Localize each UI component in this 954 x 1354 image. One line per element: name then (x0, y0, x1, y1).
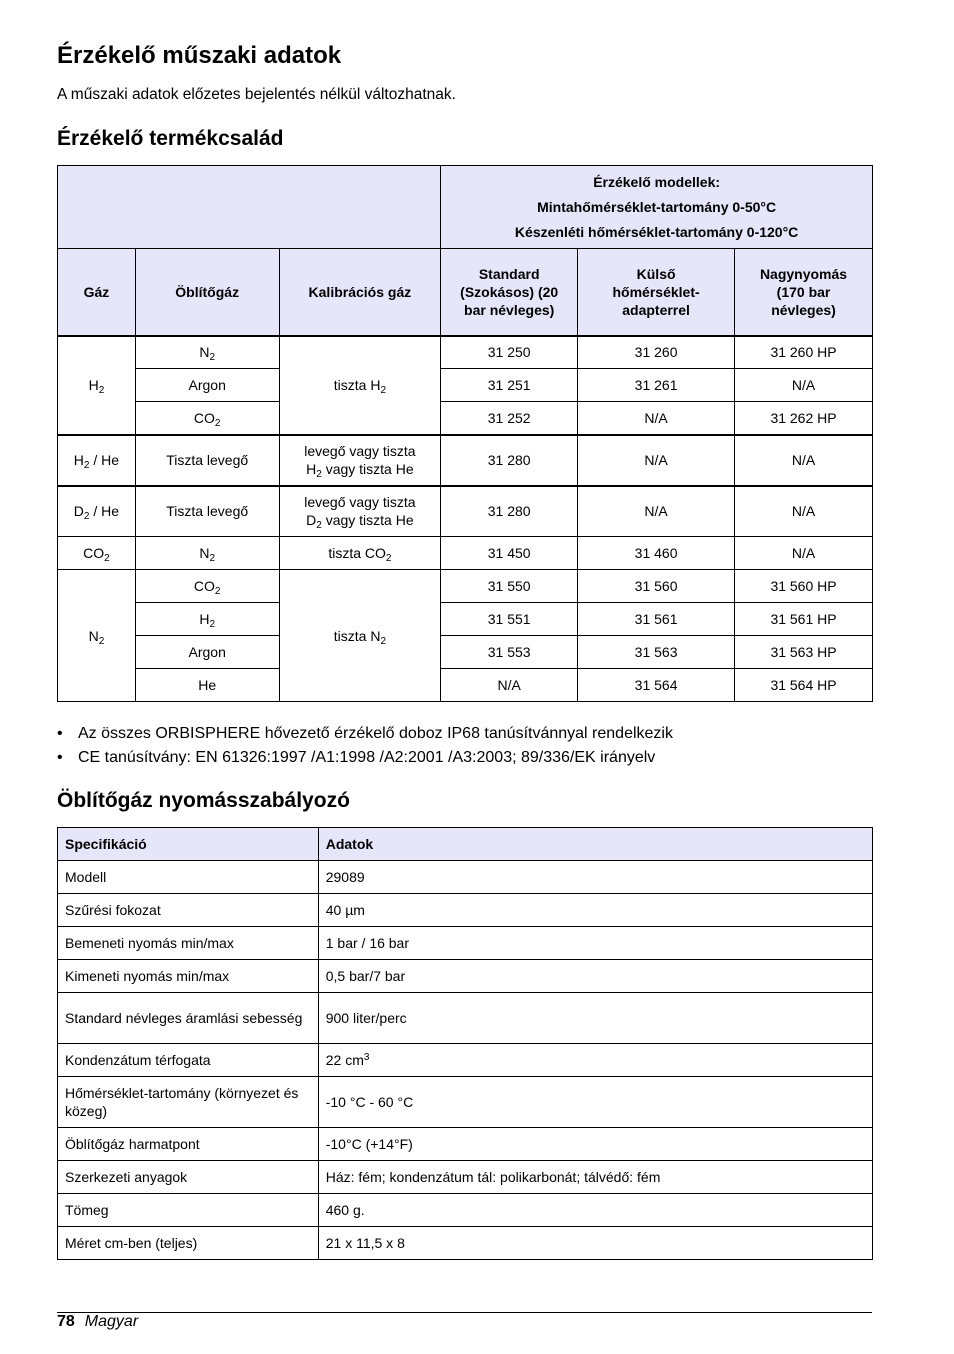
purge-cell: $H_2$ (135, 603, 279, 636)
spec-cell: Modell (58, 861, 319, 894)
spec-cell: Öblítőgáz harmatpont (58, 1128, 319, 1161)
standard-cell: 31 550 (441, 570, 578, 603)
gas-cell: $D_2$ / He (58, 486, 136, 537)
spec-cell: Kimeneti nyomás min/max (58, 960, 319, 993)
external-cell: 31 561 (578, 603, 735, 636)
page-footer (57, 1313, 138, 1331)
page-title: Érzékelő műszaki adatok (57, 42, 342, 69)
external-cell: 31 564 (578, 669, 735, 702)
table-row (58, 960, 873, 993)
footer-language: Magyar (84, 1313, 139, 1330)
data-cell: 900 liter/perc (318, 993, 872, 1044)
data-cell: 40 µm (318, 894, 872, 927)
high-pressure-cell: N/A (735, 369, 873, 402)
standard-cell: 31 450 (441, 537, 578, 570)
data-cell: 1 bar / 16 bar (318, 927, 872, 960)
data-cell: -10°C (+14°F) (318, 1128, 872, 1161)
table-row (58, 1194, 873, 1227)
high-pressure-cell: 31 561 HP (735, 603, 873, 636)
models-header (441, 166, 873, 249)
purge-cell: Tiszta levegő (135, 486, 279, 537)
table-row (58, 603, 873, 636)
section-title-regulator: Öblítőgáz nyomásszabályozó (57, 789, 350, 812)
high-pressure-cell: 31 260 HP (735, 336, 873, 369)
standard-cell: 31 280 (441, 435, 578, 486)
external-cell: N/A (578, 486, 735, 537)
calibration-cell: levegő vagy tiszta $D_2$ vagy tiszta He (279, 486, 441, 537)
high-pressure-cell: N/A (735, 537, 873, 570)
intro-text: A műszaki adatok előzetes bejelentés nélkül változhatnak. (57, 86, 456, 103)
data-cell: 21 x 11,5 x 8 (318, 1227, 872, 1260)
purge-cell: $N_2$ (135, 336, 279, 369)
purge-cell: $CO_2$ (135, 570, 279, 603)
table-row (58, 486, 873, 537)
col-header-spec: Specifikáció (58, 828, 319, 861)
high-pressure-cell: 31 564 HP (735, 669, 873, 702)
spec-cell: Méret cm-ben (teljes) (58, 1227, 319, 1260)
sensor-family-table (57, 165, 873, 702)
external-cell: 31 460 (578, 537, 735, 570)
purge-cell: $N_2$ (135, 537, 279, 570)
table-row (58, 636, 873, 669)
col-header-external: Külső hőmérséklet-adapterrel (578, 249, 735, 336)
page-number: 78 (57, 1313, 75, 1330)
external-cell: N/A (578, 402, 735, 435)
table-row (58, 861, 873, 894)
footer-divider (57, 1312, 872, 1313)
table-row (58, 1077, 873, 1128)
table-row (58, 927, 873, 960)
calibration-cell: tiszta $H_2$ (279, 336, 441, 435)
external-cell: 31 560 (578, 570, 735, 603)
bullet-item: • CE tanúsítvány: EN 61326:1997 /A1:1998 /A2:2001 /A3:2003; 89/336/EK irányelv (57, 746, 673, 770)
table-row (58, 894, 873, 927)
gas-cell: $H_2$ (58, 336, 136, 435)
spec-cell: Bemeneti nyomás min/max (58, 927, 319, 960)
table-row (58, 369, 873, 402)
high-pressure-cell: N/A (735, 486, 873, 537)
col-header-purge: Öblítőgáz (135, 249, 279, 336)
data-cell: 29089 (318, 861, 872, 894)
high-pressure-cell: 31 560 HP (735, 570, 873, 603)
data-cell: 460 g. (318, 1194, 872, 1227)
data-cell: 22 $cm^3$ (318, 1044, 872, 1077)
calibration-cell: tiszta $CO_2$ (279, 537, 441, 570)
bullet-list (57, 722, 673, 770)
models-header-line: Készenléti hőmérséklet-tartomány 0-120°C (514, 223, 799, 240)
table-row (58, 570, 873, 603)
col-header-standard: Standard (Szokásos) (20 bar névleges) (441, 249, 578, 336)
spec-cell: Tömeg (58, 1194, 319, 1227)
purge-cell: Tiszta levegő (135, 435, 279, 486)
spec-cell: Kondenzátum térfogata (58, 1044, 319, 1077)
data-cell: -10 °C - 60 °C (318, 1077, 872, 1128)
col-header-gas: Gáz (58, 249, 136, 336)
table-row (58, 1044, 873, 1077)
table-row (58, 537, 873, 570)
models-header-line: Mintahőmérséklet-tartomány 0-50°C (537, 198, 777, 215)
table-row (58, 435, 873, 486)
high-pressure-cell: 31 262 HP (735, 402, 873, 435)
spec-cell: Hőmérséklet-tartomány (környezet és közeg) (58, 1077, 319, 1128)
external-cell: 31 260 (578, 336, 735, 369)
col-header-calibration: Kalibrációs gáz (279, 249, 441, 336)
section-title-sensor-family: Érzékelő termékcsalád (57, 127, 284, 150)
col-header-high-pressure: Nagynyomás (170 bar névleges) (735, 249, 873, 336)
data-cell: 0,5 bar/7 bar (318, 960, 872, 993)
standard-cell: 31 280 (441, 486, 578, 537)
standard-cell: 31 553 (441, 636, 578, 669)
standard-cell: 31 251 (441, 369, 578, 402)
calibration-cell: levegő vagy tiszta $H_2$ vagy tiszta He (279, 435, 441, 486)
col-header-data: Adatok (318, 828, 872, 861)
external-cell: N/A (578, 435, 735, 486)
purge-cell: He (135, 669, 279, 702)
high-pressure-cell: 31 563 HP (735, 636, 873, 669)
standard-cell: 31 551 (441, 603, 578, 636)
table-row (58, 993, 873, 1044)
gas-cell: $CO_2$ (58, 537, 136, 570)
external-cell: 31 261 (578, 369, 735, 402)
header-empty-cell (58, 166, 441, 249)
table-row (58, 402, 873, 435)
table-row (58, 336, 873, 369)
purge-cell: Argon (135, 636, 279, 669)
bullet-item: • Az összes ORBISPHERE hővezető érzékelő doboz IP68 tanúsítvánnyal rendelkezik (57, 722, 673, 746)
purge-cell: Argon (135, 369, 279, 402)
table-row (58, 1161, 873, 1194)
calibration-cell: tiszta $N_2$ (279, 570, 441, 702)
spec-cell: Standard névleges áramlási sebesség (58, 993, 319, 1044)
standard-cell: 31 252 (441, 402, 578, 435)
table-row (58, 669, 873, 702)
gas-cell: $N_2$ (58, 570, 136, 702)
spec-cell: Szerkezeti anyagok (58, 1161, 319, 1194)
table-row (58, 1128, 873, 1161)
standard-cell: N/A (441, 669, 578, 702)
table-header-row (58, 828, 873, 861)
external-cell: 31 563 (578, 636, 735, 669)
spec-cell: Szűrési fokozat (58, 894, 319, 927)
gas-cell: $H_2$ / He (58, 435, 136, 486)
high-pressure-cell: N/A (735, 435, 873, 486)
models-header-line: Érzékelő modellek: (593, 173, 721, 190)
standard-cell: 31 250 (441, 336, 578, 369)
data-cell: Ház: fém; kondenzátum tál: polikarbonát; tálvédő: fém (318, 1161, 872, 1194)
table-row (58, 1227, 873, 1260)
purge-cell: $CO_2$ (135, 402, 279, 435)
regulator-spec-table (57, 827, 873, 1260)
